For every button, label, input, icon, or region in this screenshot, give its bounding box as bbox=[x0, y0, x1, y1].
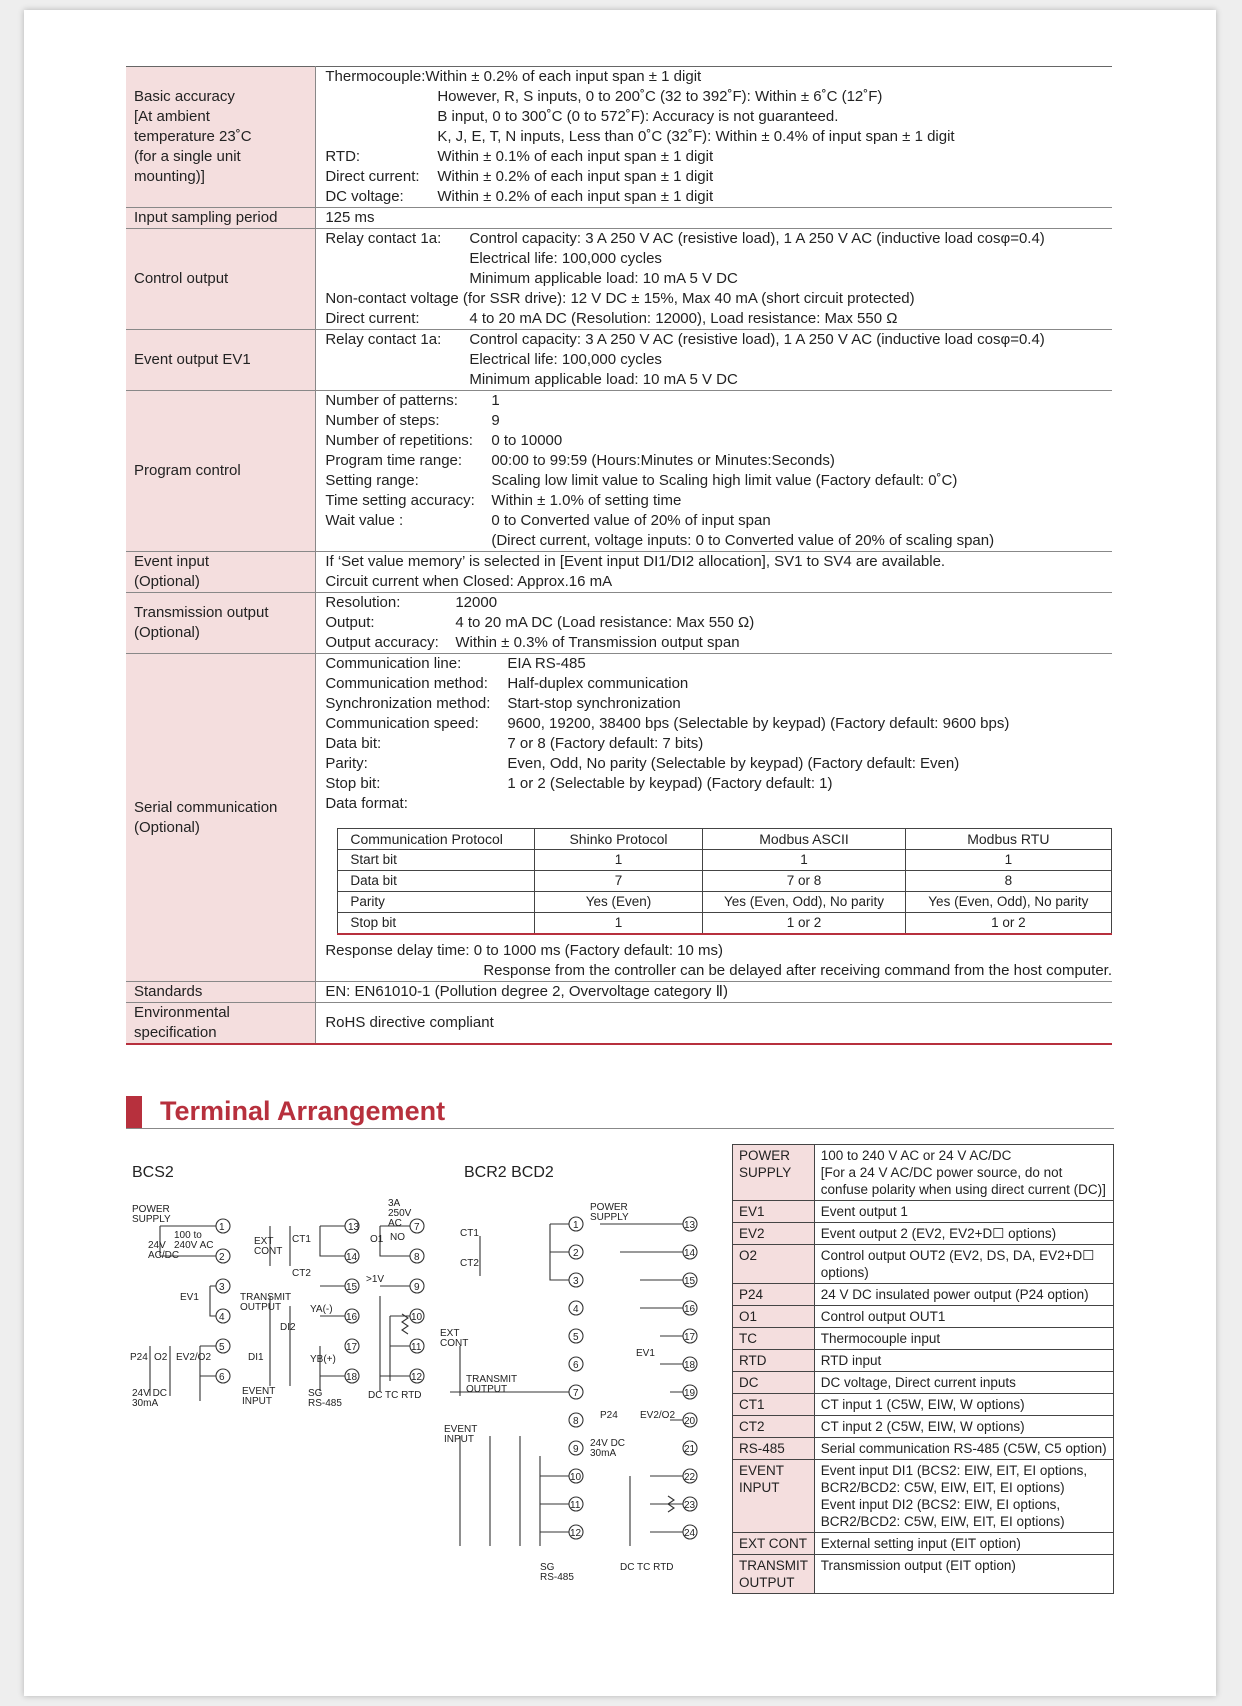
spec-line-key: Synchronization method: bbox=[325, 695, 491, 712]
svg-text:24: 24 bbox=[684, 1528, 696, 1539]
legend-row bbox=[733, 1533, 1114, 1555]
svg-text:5: 5 bbox=[573, 1332, 579, 1343]
spec-line-key: Wait value : bbox=[325, 512, 404, 529]
spec-line bbox=[325, 269, 1112, 289]
terminal-numbers-right bbox=[570, 1220, 696, 1539]
spec-line bbox=[325, 229, 1112, 249]
legend-row bbox=[733, 1350, 1114, 1372]
ct1-label: CT1 bbox=[292, 1234, 311, 1245]
spec-line-key: RTD: bbox=[325, 148, 361, 165]
spec-line-value: 0 to 10000 bbox=[491, 432, 563, 449]
legend-key: CT1 bbox=[733, 1394, 815, 1416]
svg-text:20: 20 bbox=[684, 1416, 696, 1427]
ev1-label-right: EV1 bbox=[636, 1348, 655, 1359]
spec-line-value: Within ± 0.2% of each input span ± 1 digit bbox=[425, 68, 702, 85]
data-format-header: Modbus RTU bbox=[905, 829, 1111, 850]
section-title: Terminal Arrangement bbox=[160, 1096, 446, 1126]
svg-text:3: 3 bbox=[219, 1282, 225, 1293]
section-header bbox=[126, 1094, 1114, 1129]
spec-line-value: Within ± 0.2% of each input span ± 1 digit bbox=[437, 188, 714, 205]
svg-text:8: 8 bbox=[414, 1252, 420, 1263]
spec-line-value: EN: EN61010-1 (Pollution degree 2, Overvoltage category Ⅱ) bbox=[325, 983, 728, 1000]
legend-description: Event output 1 bbox=[814, 1201, 1113, 1223]
data-format-cell: Yes (Even, Odd), No parity bbox=[905, 892, 1111, 913]
legend-key: EV2 bbox=[733, 1223, 815, 1245]
spec-line-value: Within ± 0.1% of each input span ± 1 digit bbox=[437, 148, 714, 165]
data-format-cell: 8 bbox=[905, 871, 1111, 892]
spec-line-key: Direct current: bbox=[325, 310, 420, 327]
event-input-label: EVENT INPUT bbox=[242, 1386, 276, 1407]
gt1v-label: >1V bbox=[366, 1274, 385, 1285]
svg-text:10: 10 bbox=[570, 1472, 582, 1483]
svg-text:4: 4 bbox=[573, 1304, 579, 1315]
data-format-cell: 1 bbox=[905, 850, 1111, 871]
terminal-diagram-bcs2 bbox=[130, 1196, 430, 1416]
spec-line bbox=[325, 961, 1112, 981]
svg-text:16: 16 bbox=[684, 1304, 696, 1315]
data-format-cell: Parity bbox=[338, 892, 534, 913]
diagram-right-title: BCR2 BCD2 bbox=[464, 1164, 554, 1181]
no-label: NO bbox=[390, 1232, 405, 1243]
spec-value bbox=[316, 552, 1112, 593]
svg-text:16: 16 bbox=[346, 1312, 358, 1323]
spec-line bbox=[325, 654, 1112, 674]
svg-text:9: 9 bbox=[414, 1282, 420, 1293]
spec-line-value: 1 or 2 (Selectable by keypad) (Factory default: 1) bbox=[507, 775, 833, 792]
spec-line bbox=[325, 208, 1112, 228]
spec-line bbox=[325, 941, 1112, 961]
spec-line bbox=[325, 391, 1112, 411]
spec-line bbox=[325, 309, 1112, 329]
legend-description: Serial communication RS-485 (C5W, C5 option) bbox=[814, 1438, 1113, 1460]
data-format-cell: 1 or 2 bbox=[703, 913, 905, 935]
spec-line bbox=[325, 289, 1112, 309]
svg-text:15: 15 bbox=[346, 1282, 358, 1293]
legend-description: Transmission output (EIT option) bbox=[814, 1555, 1113, 1594]
section-accent-bar bbox=[126, 1096, 142, 1128]
svg-text:4: 4 bbox=[219, 1312, 225, 1323]
spec-line bbox=[325, 593, 1112, 613]
ct2-label: CT2 bbox=[292, 1268, 311, 1279]
o1-label: O1 bbox=[370, 1234, 384, 1245]
spec-line-key: Output: bbox=[325, 614, 375, 631]
p24-rating-label: 24V DC 30mA bbox=[132, 1388, 168, 1409]
svg-text:12: 12 bbox=[411, 1372, 423, 1383]
spec-line-value: 7 or 8 (Factory default: 7 bits) bbox=[507, 735, 704, 752]
spec-value bbox=[316, 208, 1112, 229]
svg-text:8: 8 bbox=[573, 1416, 579, 1427]
legend-key: TC bbox=[733, 1328, 815, 1350]
spec-line bbox=[325, 714, 1112, 734]
transmit-output-label-right: TRANSMIT OUTPUT bbox=[466, 1374, 518, 1395]
spec-line bbox=[325, 734, 1112, 754]
spec-row bbox=[126, 1003, 1112, 1045]
legend-description: RTD input bbox=[814, 1350, 1113, 1372]
legend-description: CT input 2 (C5W, EIW, W options) bbox=[814, 1416, 1113, 1438]
relay-rating-label: 3A 250V AC bbox=[388, 1198, 412, 1229]
spec-label: Environmental specification bbox=[126, 1003, 316, 1045]
spec-line-key: Time setting accuracy: bbox=[325, 492, 475, 509]
legend-row bbox=[733, 1372, 1114, 1394]
svg-text:6: 6 bbox=[219, 1372, 225, 1383]
spec-line-value: Non-contact voltage (for SSR drive): 12 V DC ± 15%, Max 40 mA (short circuit protected) bbox=[325, 290, 915, 307]
spec-line bbox=[325, 633, 1112, 653]
spec-line-value: Response delay time: 0 to 1000 ms (Factory default: 10 ms) bbox=[325, 942, 724, 959]
ext-cont-label-right: EXT CONT bbox=[440, 1328, 469, 1349]
power-supply-label-right: POWER SUPPLY bbox=[590, 1202, 629, 1223]
ct1-label-right: CT1 bbox=[460, 1228, 479, 1239]
svg-text:9: 9 bbox=[573, 1444, 579, 1455]
svg-text:17: 17 bbox=[684, 1332, 696, 1343]
spec-line-value: Control capacity: 3 A 250 V AC (resistive load), 1 A 250 V AC (inductive load cosφ=0.4) bbox=[469, 331, 1045, 348]
spec-value bbox=[316, 67, 1112, 208]
spec-label: Transmission output (Optional) bbox=[126, 593, 316, 654]
legend-row bbox=[733, 1223, 1114, 1245]
transmit-output-label: TRANSMIT OUTPUT bbox=[240, 1292, 292, 1313]
svg-text:19: 19 bbox=[684, 1388, 696, 1399]
legend-row bbox=[733, 1394, 1114, 1416]
legend-description: External setting input (EIT option) bbox=[814, 1533, 1113, 1555]
spec-line-key: DC voltage: bbox=[325, 188, 404, 205]
spec-line-value: If ‘Set value memory’ is selected in [Event input DI1/DI2 allocation], SV1 to SV4 are available. bbox=[325, 553, 946, 570]
legend-row bbox=[733, 1416, 1114, 1438]
sg-rs485-label-right: SG RS-485 bbox=[540, 1562, 574, 1583]
p24-rating-label-right: 24V DC 30mA bbox=[590, 1438, 626, 1459]
spec-line-value: 1 bbox=[491, 392, 500, 409]
spec-row bbox=[126, 67, 1112, 208]
specification-table bbox=[126, 66, 1112, 1045]
legend-row bbox=[733, 1284, 1114, 1306]
spec-row bbox=[126, 593, 1112, 654]
data-format-cell: 7 or 8 bbox=[703, 871, 905, 892]
data-format-header: Modbus ASCII bbox=[703, 829, 905, 850]
ct2-label-right: CT2 bbox=[460, 1258, 479, 1269]
legend-row bbox=[733, 1145, 1114, 1201]
svg-text:15: 15 bbox=[684, 1276, 696, 1287]
diagram-left-labels bbox=[130, 1198, 422, 1409]
data-format-row bbox=[338, 913, 1112, 935]
spec-label: Program control bbox=[126, 391, 316, 552]
spec-line-value: Minimum applicable load: 10 mA 5 V DC bbox=[469, 371, 738, 388]
svg-text:11: 11 bbox=[411, 1342, 422, 1353]
legend-row bbox=[733, 1555, 1114, 1594]
spec-line bbox=[325, 350, 1112, 370]
spec-line-key: Communication line: bbox=[325, 655, 462, 672]
spec-line-key: Communication speed: bbox=[325, 715, 479, 732]
spec-line-key: Resolution: bbox=[325, 594, 401, 611]
yb-label: YB(+) bbox=[310, 1354, 336, 1365]
spec-line-key: Setting range: bbox=[325, 472, 419, 489]
spec-row bbox=[126, 982, 1112, 1003]
spec-line-key: Data format: bbox=[325, 795, 408, 812]
svg-text:14: 14 bbox=[346, 1252, 358, 1263]
ev2-o2-label: EV2/O2 bbox=[176, 1352, 212, 1363]
spec-line bbox=[325, 471, 1112, 491]
svg-text:13: 13 bbox=[684, 1220, 696, 1231]
spec-line bbox=[325, 794, 1112, 814]
data-format-cell: 1 or 2 bbox=[905, 913, 1111, 935]
spec-line-value: EIA RS-485 bbox=[507, 655, 586, 672]
svg-text:12: 12 bbox=[570, 1528, 582, 1539]
legend-row bbox=[733, 1306, 1114, 1328]
legend-key: EV1 bbox=[733, 1201, 815, 1223]
terminal-diagram-bcr2-bcd2 bbox=[440, 1196, 720, 1583]
legend-row bbox=[733, 1460, 1114, 1533]
data-format-cell: Yes (Even, Odd), No parity bbox=[703, 892, 905, 913]
spec-label: Input sampling period bbox=[126, 208, 316, 229]
data-format-cell: Stop bit bbox=[338, 913, 534, 935]
spec-line-key: Stop bit: bbox=[325, 775, 381, 792]
spec-line-value: Even, Odd, No parity (Selectable by keypad) (Factory default: Even) bbox=[507, 755, 960, 772]
spec-row bbox=[126, 229, 1112, 330]
spec-line-value: 12000 bbox=[455, 594, 498, 611]
v100-label: 100 to 240V AC bbox=[174, 1230, 214, 1251]
spec-line-value: 125 ms bbox=[325, 209, 375, 226]
legend-description: DC voltage, Direct current inputs bbox=[814, 1372, 1113, 1394]
legend-key: DC bbox=[733, 1372, 815, 1394]
dc-tc-rtd-label: DC TC RTD bbox=[368, 1390, 422, 1401]
svg-text:6: 6 bbox=[573, 1360, 579, 1371]
spec-line-key: Relay contact 1a: bbox=[325, 331, 442, 348]
legend-description: 100 to 240 V AC or 24 V AC/DC [For a 24 V AC/DC power source, do not confuse polarity when using direct current (DC)] bbox=[814, 1145, 1113, 1201]
v24-label: 24V AC/DC bbox=[148, 1240, 180, 1261]
spec-line-value: Electrical life: 100,000 cycles bbox=[469, 351, 662, 368]
event-input-label-right: EVENT INPUT bbox=[444, 1424, 478, 1445]
spec-label: Basic accuracy [At ambient temperature 23˚C (for a single unit mounting)] bbox=[126, 67, 316, 208]
dc-tc-rtd-label-right: DC TC RTD bbox=[620, 1562, 674, 1573]
legend-key: RTD bbox=[733, 1350, 815, 1372]
spec-line bbox=[325, 127, 1112, 147]
di1-label: DI1 bbox=[248, 1352, 264, 1363]
data-format-header: Shinko Protocol bbox=[534, 829, 703, 850]
p24-label-right: P24 bbox=[600, 1410, 618, 1421]
spec-label: Event output EV1 bbox=[126, 330, 316, 391]
spec-line bbox=[325, 754, 1112, 774]
spec-line bbox=[325, 552, 1112, 572]
ev2-o2-label-right: EV2/O2 bbox=[640, 1410, 676, 1421]
spec-line bbox=[325, 147, 1112, 167]
spec-line bbox=[325, 451, 1112, 471]
data-format-cell: Data bit bbox=[338, 871, 534, 892]
spec-line bbox=[325, 370, 1112, 390]
spec-label: Event input (Optional) bbox=[126, 552, 316, 593]
spec-line bbox=[325, 87, 1112, 107]
spec-line bbox=[325, 531, 1112, 551]
spec-line bbox=[325, 167, 1112, 187]
spec-row bbox=[126, 654, 1112, 982]
spec-line-value: Control capacity: 3 A 250 V AC (resistive load), 1 A 250 V AC (inductive load cosφ=0.4) bbox=[469, 230, 1045, 247]
spec-line bbox=[325, 107, 1112, 127]
spec-line-value: Start-stop synchronization bbox=[507, 695, 681, 712]
spec-line-value: Response from the controller can be delayed after receiving command from the host computer. bbox=[483, 962, 1112, 979]
spec-line-value: 9600, 19200, 38400 bps (Selectable by keypad) (Factory default: 9600 bps) bbox=[507, 715, 1010, 732]
spec-value bbox=[316, 654, 1112, 982]
spec-line bbox=[325, 572, 1112, 592]
svg-text:7: 7 bbox=[414, 1222, 420, 1233]
data-format-cell: 1 bbox=[534, 913, 703, 935]
data-format-cell: 1 bbox=[534, 850, 703, 871]
spec-line-key: Thermocouple: bbox=[325, 68, 426, 85]
spec-label: Standards bbox=[126, 982, 316, 1003]
data-format-cell: Yes (Even) bbox=[534, 892, 703, 913]
spec-line-value: Electrical life: 100,000 cycles bbox=[469, 250, 662, 267]
spec-line-value: 0 to Converted value of 20% of input span bbox=[491, 512, 771, 529]
svg-text:2: 2 bbox=[573, 1248, 579, 1259]
spec-label: Control output bbox=[126, 229, 316, 330]
spec-line bbox=[325, 674, 1112, 694]
svg-text:1: 1 bbox=[573, 1220, 579, 1231]
legend-key: CT2 bbox=[733, 1416, 815, 1438]
svg-text:7: 7 bbox=[573, 1388, 579, 1399]
legend-row bbox=[733, 1245, 1114, 1284]
spec-value bbox=[316, 330, 1112, 391]
svg-text:13: 13 bbox=[348, 1222, 360, 1233]
spec-line-value: 00:00 to 99:59 (Hours:Minutes or Minutes:Seconds) bbox=[491, 452, 835, 469]
spec-value bbox=[316, 391, 1112, 552]
data-format-row bbox=[338, 871, 1112, 892]
legend-description: Event output 2 (EV2, EV2+D☐ options) bbox=[814, 1223, 1113, 1245]
data-format-header: Communication Protocol bbox=[338, 829, 534, 850]
spec-line-key: Relay contact 1a: bbox=[325, 230, 442, 247]
legend-description: Thermocouple input bbox=[814, 1328, 1113, 1350]
terminal-legend-table bbox=[732, 1144, 1114, 1594]
svg-text:23: 23 bbox=[684, 1500, 696, 1511]
o2-label: O2 bbox=[154, 1352, 168, 1363]
spec-line-key: Data bit: bbox=[325, 735, 382, 752]
spec-line bbox=[325, 330, 1112, 350]
data-format-cell: Start bit bbox=[338, 850, 534, 871]
legend-description: Control output OUT2 (EV2, DS, DA, EV2+D☐ options) bbox=[814, 1245, 1113, 1284]
spec-line-value: Scaling low limit value to Scaling high limit value (Factory default: 0˚C) bbox=[491, 472, 958, 489]
spec-line-key: Number of patterns: bbox=[325, 392, 458, 409]
spec-line bbox=[325, 613, 1112, 633]
spec-line-key: Direct current: bbox=[325, 168, 420, 185]
svg-text:2: 2 bbox=[219, 1252, 225, 1263]
legend-row bbox=[733, 1201, 1114, 1223]
spec-value bbox=[316, 1003, 1112, 1045]
legend-key: EXT CONT bbox=[733, 1533, 815, 1555]
spec-line bbox=[325, 1013, 1112, 1033]
legend-description: 24 V DC insulated power output (P24 option) bbox=[814, 1284, 1113, 1306]
svg-text:11: 11 bbox=[570, 1500, 581, 1511]
spec-line-key: Parity: bbox=[325, 755, 368, 772]
spec-row bbox=[126, 391, 1112, 552]
spec-line bbox=[325, 67, 1112, 87]
legend-row bbox=[733, 1328, 1114, 1350]
spec-line-value: 4 to 20 mA DC (Resolution: 12000), Load resistance: Max 550 Ω bbox=[469, 310, 898, 327]
spec-line-value: 9 bbox=[491, 412, 500, 429]
spec-line bbox=[325, 187, 1112, 207]
data-format-cell: 7 bbox=[534, 871, 703, 892]
svg-text:17: 17 bbox=[346, 1342, 358, 1353]
spec-line-value: RoHS directive compliant bbox=[325, 1014, 494, 1031]
spec-line-value: Within ± 0.3% of Transmission output span bbox=[455, 634, 740, 651]
spec-line-key: Number of steps: bbox=[325, 412, 440, 429]
spec-line bbox=[325, 249, 1112, 269]
spec-line-value: Minimum applicable load: 10 mA 5 V DC bbox=[469, 270, 738, 287]
spec-line-key: Communication method: bbox=[325, 675, 488, 692]
spec-line bbox=[325, 431, 1112, 451]
spec-value bbox=[316, 593, 1112, 654]
spec-row bbox=[126, 330, 1112, 391]
spec-line-key: Number of repetitions: bbox=[325, 432, 473, 449]
spec-line-value: 4 to 20 mA DC (Load resistance: Max 550 Ω) bbox=[455, 614, 755, 631]
spec-line-value: However, R, S inputs, 0 to 200˚C (32 to 392˚F): Within ± 6˚C (12˚F) bbox=[437, 88, 883, 105]
diagram-left-title: BCS2 bbox=[132, 1164, 174, 1181]
spec-line-value: Within ± 0.2% of each input span ± 1 digit bbox=[437, 168, 714, 185]
spec-line-value: (Direct current, voltage inputs: 0 to Converted value of 20% of scaling span) bbox=[491, 532, 995, 549]
legend-description: CT input 1 (C5W, EIW, W options) bbox=[814, 1394, 1113, 1416]
spec-value bbox=[316, 982, 1112, 1003]
svg-text:22: 22 bbox=[684, 1472, 696, 1483]
svg-text:1: 1 bbox=[219, 1222, 225, 1233]
svg-text:21: 21 bbox=[684, 1444, 696, 1455]
spec-line bbox=[325, 511, 1112, 531]
legend-key: EVENT INPUT bbox=[733, 1460, 815, 1533]
data-format-row bbox=[338, 892, 1112, 913]
spec-row bbox=[126, 552, 1112, 593]
spec-line-key: Program time range: bbox=[325, 452, 463, 469]
spec-line-value: Within ± 1.0% of setting time bbox=[491, 492, 682, 509]
p24-label: P24 bbox=[130, 1352, 148, 1363]
spec-line bbox=[325, 411, 1112, 431]
spec-line bbox=[325, 982, 1112, 1002]
spec-line bbox=[325, 694, 1112, 714]
data-format-table bbox=[337, 828, 1112, 935]
legend-key: POWER SUPPLY bbox=[733, 1145, 815, 1201]
spec-line-value: Circuit current when Closed: Approx.16 mA bbox=[325, 573, 613, 590]
spec-line-value: K, J, E, T, N inputs, Less than 0˚C (32˚F): Within ± 0.4% of input span ± 1 digit bbox=[437, 128, 955, 145]
ev1-label: EV1 bbox=[180, 1292, 199, 1303]
spec-line bbox=[325, 491, 1112, 511]
legend-description: Event input DI1 (BCS2: EIW, EIT, EI options, BCR2/BCD2: C5W, EIW, EIT, EI options) Event input DI2 (BCS2: EIW, EI options, BCR2/BCD2: C5W, EIW, EIT, EI options) bbox=[814, 1460, 1113, 1533]
data-format-cell: 1 bbox=[703, 850, 905, 871]
spec-line bbox=[325, 774, 1112, 794]
spec-label: Serial communication (Optional) bbox=[126, 654, 316, 982]
data-format-row bbox=[338, 850, 1112, 871]
svg-text:10: 10 bbox=[411, 1312, 423, 1323]
svg-text:18: 18 bbox=[684, 1360, 696, 1371]
spec-line-value: Half-duplex communication bbox=[507, 675, 689, 692]
svg-text:5: 5 bbox=[219, 1342, 225, 1353]
legend-key: O2 bbox=[733, 1245, 815, 1284]
legend-key: O1 bbox=[733, 1306, 815, 1328]
legend-key: RS-485 bbox=[733, 1438, 815, 1460]
legend-description: Control output OUT1 bbox=[814, 1306, 1113, 1328]
ya-label: YA(-) bbox=[310, 1304, 333, 1315]
spec-row bbox=[126, 208, 1112, 229]
legend-key: TRANSMIT OUTPUT bbox=[733, 1555, 815, 1594]
sg-rs485-label: SG RS-485 bbox=[308, 1388, 342, 1409]
svg-text:14: 14 bbox=[684, 1248, 696, 1259]
di2-label: DI2 bbox=[280, 1322, 296, 1333]
ext-cont-label: EXT CONT bbox=[254, 1236, 283, 1257]
svg-text:3: 3 bbox=[573, 1276, 579, 1287]
spec-line-value: B input, 0 to 300˚C (0 to 572˚F): Accuracy is not guaranteed. bbox=[437, 108, 839, 125]
svg-text:18: 18 bbox=[346, 1372, 358, 1383]
legend-row bbox=[733, 1438, 1114, 1460]
spec-value bbox=[316, 229, 1112, 330]
power-supply-label: POWER SUPPLY bbox=[132, 1204, 171, 1225]
legend-key: P24 bbox=[733, 1284, 815, 1306]
spec-line-key: Output accuracy: bbox=[325, 634, 439, 651]
